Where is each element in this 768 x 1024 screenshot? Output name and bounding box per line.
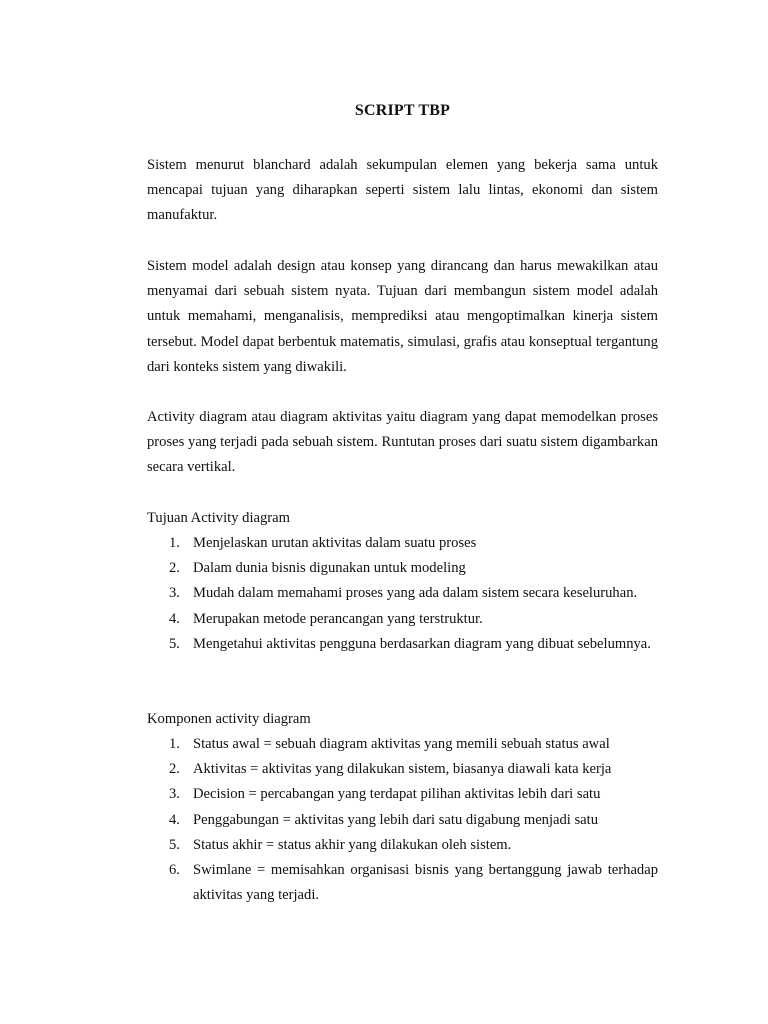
list-item-number: 4. bbox=[169, 811, 180, 828]
list-item-number: 1. bbox=[169, 535, 180, 551]
list-item-number: 2. bbox=[169, 560, 180, 577]
list-item-number: 3. bbox=[169, 786, 180, 803]
list-item-number: 5. bbox=[169, 836, 180, 853]
list-item-text: Mengetahui aktivitas pengguna berdasarkan diagram yang dibuat sebelumnya. bbox=[193, 635, 651, 652]
list-item bbox=[147, 757, 658, 782]
list-item-text: Swimlane = memisahkan organisasi bisnis yang bertanggung jawab terhadap aktivitas yang terjadi. bbox=[193, 862, 658, 904]
list-item-number: 3. bbox=[169, 585, 180, 602]
list-item bbox=[147, 833, 658, 858]
list-item bbox=[147, 782, 658, 807]
list-item bbox=[147, 531, 658, 556]
list-item-text: Penggabungan = aktivitas yang lebih dari satu digabung menjadi satu bbox=[193, 811, 599, 828]
list-item-number: 5. bbox=[169, 635, 180, 652]
list-item bbox=[147, 581, 658, 606]
komponen-list bbox=[147, 732, 658, 908]
section-heading-tujuan: Tujuan Activity diagram bbox=[147, 510, 290, 526]
list-item-text: Mudah dalam memahami proses yang ada dalam sistem secara keseluruhan. bbox=[193, 585, 638, 602]
list-item bbox=[147, 808, 658, 833]
list-item-number: 6. bbox=[169, 862, 180, 879]
list-item bbox=[147, 732, 658, 757]
paragraph-activity-diagram: Activity diagram atau diagram aktivitas yaitu diagram yang dapat memodelkan proses proses yang terjadi pada sebuah sistem. Runtutan proses dari suatu sistem digambarkan secara vertikal. bbox=[147, 409, 658, 476]
section-heading-komponen: Komponen activity diagram bbox=[147, 711, 311, 727]
list-item-text: Dalam dunia bisnis digunakan untuk modeling bbox=[193, 560, 466, 577]
paragraph-sistem-definition: Sistem menurut blanchard adalah sekumpulan elemen yang bekerja sama untuk mencapai tujuan yang diharapkan seperti sistem lalu lintas, ekonomi dan sistem manufaktur. bbox=[147, 157, 658, 224]
list-item-text: Status awal = sebuah diagram aktivitas yang memili sebuah status awal bbox=[193, 736, 610, 752]
list-item-number: 2. bbox=[169, 761, 180, 778]
list-item-text: Decision = percabangan yang terdapat pilihan aktivitas lebih dari satu bbox=[193, 786, 601, 803]
list-item-text: Status akhir = status akhir yang dilakukan oleh sistem. bbox=[193, 836, 512, 853]
list-item-text: Aktivitas = aktivitas yang dilakukan sistem, biasanya diawali kata kerja bbox=[193, 761, 612, 778]
list-item-number: 1. bbox=[169, 736, 180, 752]
tujuan-list bbox=[147, 531, 658, 657]
list-item bbox=[147, 607, 658, 632]
document-title: SCRIPT TBP bbox=[354, 102, 451, 119]
list-item-text: Merupakan metode perancangan yang terstruktur. bbox=[193, 610, 483, 627]
list-item-text: Menjelaskan urutan aktivitas dalam suatu proses bbox=[193, 535, 477, 551]
list-item-number: 4. bbox=[169, 610, 180, 627]
paragraph-sistem-model: Sistem model adalah design atau konsep yang dirancang dan harus mewakilkan atau menyamai dari sebuah sistem nyata. Tujuan dari membangun sistem model adalah untuk memahami, menganalisis, memprediksi atau mengoptimalkan kinerja sistem tersebut. Model dapat berbentuk matematis, simulasi, grafis atau konseptual tergantung dari konteks sistem yang diwakili. bbox=[147, 258, 658, 375]
list-item bbox=[147, 556, 658, 581]
list-item bbox=[147, 632, 658, 657]
list-item bbox=[147, 858, 658, 908]
